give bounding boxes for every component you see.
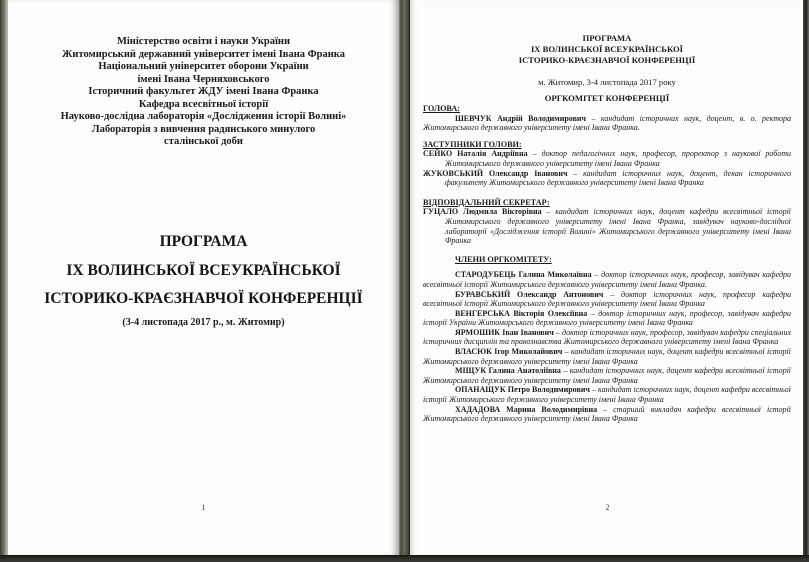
institution-line: Національний університет оборони України bbox=[98, 61, 309, 72]
section-heading: ЗАСТУПНИКИ ГОЛОВИ: bbox=[423, 139, 522, 149]
committee-member bbox=[423, 207, 791, 245]
venue-date-line: м. Житомир, 3-4 листопада 2017 року bbox=[538, 77, 676, 87]
institution-line: імені Івана Черняховського bbox=[137, 73, 270, 85]
member-description: – доктор історичних наук, професор, завідувач кафедри всесвітньої історії Житомирського державного університету імені Івана Франка. bbox=[423, 270, 792, 289]
institution-line: Науково-дослідна лабораторія «Дослідження історії Волині» bbox=[60, 111, 347, 122]
program-title-line: ІСТОРИКО-КРАЄЗНАВЧОЇ КОНФЕРЕНЦІЇ bbox=[518, 55, 696, 65]
section-heading: ЧЛЕНИ ОРГКОМІТЕТУ: bbox=[455, 254, 552, 264]
member-description: – доктор історичних наук, професор, завідувач кафедри спеціальних історичних дисциплін та правознавства Житомирського державного університету імені Івана Франка bbox=[423, 327, 791, 347]
page-number-2: 2 bbox=[605, 503, 610, 512]
committee-member bbox=[423, 328, 791, 347]
cover-title-line: ПРОГРАМА bbox=[159, 233, 248, 250]
section-members bbox=[423, 255, 791, 424]
committee-member bbox=[423, 290, 791, 309]
committee-member bbox=[423, 309, 791, 328]
program-title-line: ІХ ВОЛИНСЬКОЇ ВСЕУКРАЇНСЬКОЇ bbox=[530, 44, 684, 54]
committee-member bbox=[423, 385, 791, 404]
member-name: ЯРМОШИК Іван Іванович bbox=[455, 327, 554, 337]
right-page bbox=[410, 0, 805, 555]
cover-title bbox=[8, 228, 399, 314]
member-description: – кандидат історичних наук, доцент кафедри всесвітньої історії Житомирського державного університету імені Івана Франка bbox=[423, 347, 791, 366]
member-name: ЖУКОВСЬКИЙ Олександр Іванович bbox=[423, 168, 568, 178]
book-edge-right bbox=[803, 0, 809, 562]
book-edge-bottom bbox=[0, 555, 809, 562]
institution-line: сталінської доби bbox=[164, 136, 243, 147]
committee-member bbox=[423, 149, 791, 168]
committee-member bbox=[423, 347, 791, 366]
left-page-institutions bbox=[8, 36, 399, 149]
member-description: – кандидат історичних наук, доцент, декан історичного факультету Житомирського державного університету імені Івана Франка bbox=[445, 168, 791, 188]
committee-heading: ОРГКОМІТЕТ КОНФЕРЕНЦІЇ bbox=[544, 93, 670, 103]
member-name: СТАРОДУБЕЦЬ Галина Миколаївна bbox=[455, 270, 592, 280]
member-description: – кандидат історичних наук, доцент кафедри всесвітньої історії Житомирського державного університету імені Івана Франка bbox=[423, 366, 792, 385]
member-description: – старший викладач кафедри всесвітньої історії Житомирського державного університету імені Івана Франка bbox=[423, 404, 791, 424]
program-title-line: ПРОГРАМА bbox=[582, 33, 632, 43]
section-heading: ГОЛОВА: bbox=[423, 104, 461, 113]
member-description: – доктор педагогічних наук, професор, проректор з наукової роботи Житомирського державного університету імені Івана Франка bbox=[445, 149, 791, 168]
member-name: ОПАНАЩУК Петро Володимирович bbox=[455, 385, 590, 395]
cover-title-line: ІХ ВОЛИНСЬКОЇ ВСЕУКРАЇНСЬКОЇ bbox=[66, 261, 341, 279]
member-description: – доктор історичних наук, професор кафедри всесвітньої історії Житомирського державного університету імені Івана Франка bbox=[423, 289, 791, 309]
committee-member bbox=[423, 114, 791, 133]
section-deputies bbox=[423, 140, 791, 188]
institution-line: Житомирський державний університет імені Івана Франка bbox=[62, 48, 345, 60]
institution-line: Кафедра всесвітньої історії bbox=[138, 98, 269, 110]
member-name: ГУЦАЛО Людмила Вікторівна bbox=[423, 207, 542, 217]
member-name: ХАДАДОВА Марина Володимирівна bbox=[455, 404, 598, 414]
member-name: ШЕВЧУК Андрій Володимирович bbox=[455, 113, 587, 123]
institution-line: Лабораторія з вивчення радянського минулого bbox=[91, 123, 316, 135]
committee-member bbox=[423, 169, 791, 188]
program-page-content bbox=[410, 0, 805, 555]
committee-member bbox=[423, 270, 791, 289]
book-edge-left bbox=[0, 0, 8, 562]
member-description: – кандидат історичних наук, доцент кафедри всесвітньої історії Житомирського державного університету імені Івана Франка bbox=[423, 385, 792, 405]
member-name: МІЩУК Галина Анатоліївна bbox=[455, 366, 561, 376]
institution-line: Міністерство освіти і науки України bbox=[116, 36, 291, 47]
committee-member bbox=[423, 366, 791, 385]
cover-title-line: ІСТОРИКО-КРАЄЗНАВЧОЇ КОНФЕРЕНЦІЇ bbox=[44, 290, 363, 307]
member-name: ВЛАСЮК Ігор Миколайович bbox=[455, 347, 563, 357]
member-name: СЕЙКО Наталія Андріївна bbox=[423, 149, 528, 159]
section-heading: ВІДПОВІДАЛЬНИЙ СЕКРЕТАР: bbox=[423, 197, 550, 207]
member-description: – доктор історичних наук, професор, завідувач кафедри історії України Житомирського державного університету імені Івана Франка bbox=[423, 308, 791, 328]
section-secretary bbox=[423, 198, 791, 246]
institution-line: Історичний факультет ЖДУ імені Івана Франка bbox=[88, 86, 319, 97]
left-page bbox=[8, 0, 399, 555]
cover-date-line: (3-4 листопада 2017 р., м. Житомир) bbox=[122, 317, 285, 328]
member-description: – кандидат історичних наук, доцент, в. о. ректора Житомирського державного університету імені Івана Франка. bbox=[423, 113, 791, 133]
committee-member bbox=[423, 405, 791, 424]
section-chair bbox=[423, 104, 791, 133]
member-name: ВЕНГЕРСЬКА Вікторія Олексіївна bbox=[455, 308, 588, 318]
page-gutter-divider bbox=[399, 0, 410, 562]
page-number-1: 1 bbox=[201, 503, 206, 512]
member-description: – кандидат історичних наук, доцент кафедри всесвітньої історії Житомирського державного університету імені Івана Франка, завідувач науково-дослідної лабораторії «Дослідження історії Волині» Житомирського державного університету імені Івана Франка bbox=[445, 207, 792, 246]
member-name: БУРАВСЬКИЙ Олександр Антонович bbox=[455, 289, 604, 299]
